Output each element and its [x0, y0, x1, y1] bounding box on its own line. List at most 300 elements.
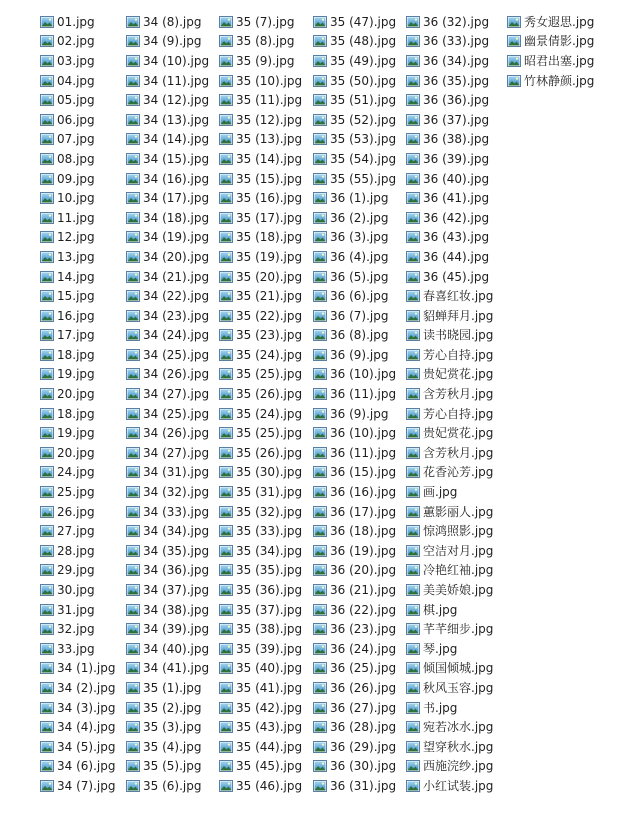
- image-file-icon: [406, 35, 420, 47]
- file-item[interactable]: [219, 51, 302, 71]
- file-name-label: 34 (25).jpg: [143, 406, 210, 421]
- file-item[interactable]: [40, 345, 115, 365]
- file-item[interactable]: [313, 659, 396, 679]
- file-item[interactable]: [40, 561, 115, 581]
- file-item[interactable]: [507, 32, 594, 52]
- file-item[interactable]: [313, 326, 396, 346]
- file-item[interactable]: [219, 365, 302, 385]
- file-item[interactable]: [406, 208, 493, 228]
- file-item[interactable]: [219, 678, 302, 698]
- image-file-icon: [40, 662, 54, 674]
- file-name-label: 画.jpg: [423, 485, 458, 500]
- file-item[interactable]: [40, 32, 115, 52]
- image-file-icon: [126, 75, 140, 87]
- image-file-icon: [313, 447, 327, 459]
- image-file-icon: [40, 564, 54, 576]
- file-item[interactable]: [40, 541, 115, 561]
- file-item[interactable]: [126, 71, 209, 91]
- file-item[interactable]: [406, 717, 493, 737]
- file-name-label: 34 (2).jpg: [57, 680, 116, 695]
- file-name-label: 20.jpg: [57, 387, 95, 402]
- file-item[interactable]: [219, 600, 302, 620]
- file-item[interactable]: [313, 580, 396, 600]
- file-name-label: 08.jpg: [57, 151, 95, 166]
- file-name-label: 34 (40).jpg: [143, 641, 210, 656]
- image-file-icon: [219, 564, 233, 576]
- file-item[interactable]: [313, 149, 396, 169]
- file-item[interactable]: [313, 482, 396, 502]
- file-item[interactable]: [313, 130, 396, 150]
- file-item[interactable]: [313, 247, 396, 267]
- file-name-label: 芳心自持.jpg: [423, 347, 494, 362]
- file-item[interactable]: [406, 463, 493, 483]
- file-item[interactable]: [126, 149, 209, 169]
- image-file-icon: [40, 427, 54, 439]
- file-item[interactable]: [40, 580, 115, 600]
- file-item[interactable]: [406, 639, 493, 659]
- file-item[interactable]: [126, 51, 209, 71]
- file-item[interactable]: [219, 90, 302, 110]
- file-item[interactable]: [126, 541, 209, 561]
- image-file-icon: [40, 212, 54, 224]
- file-item[interactable]: [126, 619, 209, 639]
- file-item[interactable]: [313, 502, 396, 522]
- file-item[interactable]: [406, 776, 493, 796]
- file-item[interactable]: [406, 267, 493, 287]
- image-file-icon: [406, 623, 420, 635]
- file-name-label: 36 (11).jpg: [330, 445, 397, 460]
- file-item[interactable]: [40, 698, 115, 718]
- file-item[interactable]: [40, 12, 115, 32]
- file-item[interactable]: [406, 169, 493, 189]
- file-item[interactable]: [126, 90, 209, 110]
- file-item[interactable]: [219, 110, 302, 130]
- image-file-icon: [219, 604, 233, 616]
- file-item[interactable]: [406, 619, 493, 639]
- file-item[interactable]: [126, 561, 209, 581]
- file-name-label: 36 (6).jpg: [330, 289, 389, 304]
- file-item[interactable]: [40, 286, 115, 306]
- file-item[interactable]: [126, 208, 209, 228]
- image-file-icon: [126, 349, 140, 361]
- file-name-label: 34 (12).jpg: [143, 93, 210, 108]
- file-item[interactable]: [313, 110, 396, 130]
- file-item[interactable]: [126, 169, 209, 189]
- file-item[interactable]: [219, 130, 302, 150]
- file-item[interactable]: [219, 737, 302, 757]
- image-file-icon: [40, 466, 54, 478]
- file-item[interactable]: [313, 267, 396, 287]
- image-file-icon: [219, 506, 233, 518]
- file-item[interactable]: [406, 698, 493, 718]
- file-item[interactable]: [126, 306, 209, 326]
- file-item[interactable]: [40, 365, 115, 385]
- file-item[interactable]: [40, 188, 115, 208]
- file-item[interactable]: [40, 404, 115, 424]
- file-item[interactable]: [219, 561, 302, 581]
- image-file-icon: [313, 349, 327, 361]
- file-item[interactable]: [40, 423, 115, 443]
- file-item[interactable]: [126, 737, 209, 757]
- image-file-icon: [126, 16, 140, 28]
- file-item[interactable]: [313, 404, 396, 424]
- image-file-icon: [40, 525, 54, 537]
- file-item[interactable]: [219, 345, 302, 365]
- file-item[interactable]: [219, 306, 302, 326]
- file-item[interactable]: [219, 580, 302, 600]
- file-name-label: 望穿秋水.jpg: [423, 739, 494, 754]
- file-item[interactable]: [507, 51, 594, 71]
- file-item[interactable]: [406, 228, 493, 248]
- file-name-label: 14.jpg: [57, 269, 95, 284]
- file-item[interactable]: [126, 228, 209, 248]
- file-item[interactable]: [219, 659, 302, 679]
- image-file-icon: [313, 741, 327, 753]
- file-item[interactable]: [507, 71, 594, 91]
- image-file-icon: [313, 780, 327, 792]
- file-item[interactable]: [313, 443, 396, 463]
- file-item[interactable]: [40, 757, 115, 777]
- image-file-icon: [507, 55, 521, 67]
- file-item[interactable]: [406, 188, 493, 208]
- file-name-label: 35 (14).jpg: [236, 151, 303, 166]
- file-item[interactable]: [126, 443, 209, 463]
- image-file-icon: [219, 780, 233, 792]
- file-item[interactable]: [406, 247, 493, 267]
- file-item[interactable]: [313, 463, 396, 483]
- file-item[interactable]: [219, 639, 302, 659]
- file-item[interactable]: [40, 130, 115, 150]
- image-file-icon: [406, 564, 420, 576]
- file-item[interactable]: [40, 482, 115, 502]
- file-item[interactable]: [126, 110, 209, 130]
- file-item[interactable]: [40, 71, 115, 91]
- image-file-icon: [313, 231, 327, 243]
- file-name-label: 34 (27).jpg: [143, 445, 210, 460]
- file-item[interactable]: [219, 717, 302, 737]
- file-item[interactable]: [219, 208, 302, 228]
- file-item[interactable]: [313, 619, 396, 639]
- file-item[interactable]: [40, 110, 115, 130]
- file-item[interactable]: [313, 345, 396, 365]
- file-item[interactable]: [406, 561, 493, 581]
- image-file-icon: [219, 760, 233, 772]
- file-name-label: 35 (49).jpg: [330, 53, 397, 68]
- file-item[interactable]: [219, 247, 302, 267]
- file-item[interactable]: [126, 502, 209, 522]
- file-name-label: 34 (31).jpg: [143, 465, 210, 480]
- image-file-icon: [406, 682, 420, 694]
- file-item[interactable]: [219, 698, 302, 718]
- file-item[interactable]: [219, 12, 302, 32]
- file-item[interactable]: [406, 482, 493, 502]
- file-item[interactable]: [126, 286, 209, 306]
- file-name-label: 35 (26).jpg: [236, 387, 303, 402]
- file-item[interactable]: [126, 423, 209, 443]
- file-item[interactable]: [126, 659, 209, 679]
- image-file-icon: [406, 16, 420, 28]
- file-item[interactable]: [313, 306, 396, 326]
- file-item[interactable]: [40, 267, 115, 287]
- file-item[interactable]: [40, 678, 115, 698]
- file-item[interactable]: [126, 776, 209, 796]
- file-item[interactable]: [126, 580, 209, 600]
- file-item[interactable]: [40, 619, 115, 639]
- file-item[interactable]: [126, 678, 209, 698]
- file-name-label: 36 (8).jpg: [330, 328, 389, 343]
- file-item[interactable]: [126, 404, 209, 424]
- file-item[interactable]: [126, 521, 209, 541]
- file-item[interactable]: [219, 521, 302, 541]
- file-item[interactable]: [406, 326, 493, 346]
- file-name-label: 倾国倾城.jpg: [423, 661, 494, 676]
- file-item[interactable]: [126, 326, 209, 346]
- file-item[interactable]: [406, 345, 493, 365]
- file-item[interactable]: [126, 717, 209, 737]
- file-item[interactable]: [313, 521, 396, 541]
- image-file-icon: [40, 290, 54, 302]
- file-name-label: 36 (44).jpg: [423, 249, 490, 264]
- image-file-icon: [406, 368, 420, 380]
- file-item[interactable]: [406, 541, 493, 561]
- image-file-icon: [126, 251, 140, 263]
- file-item[interactable]: [313, 717, 396, 737]
- file-name-label: 花香沁芳.jpg: [423, 465, 494, 480]
- file-item[interactable]: [40, 169, 115, 189]
- file-item[interactable]: [406, 90, 493, 110]
- file-item[interactable]: [126, 365, 209, 385]
- file-name-label: 35 (22).jpg: [236, 308, 303, 323]
- file-item[interactable]: [219, 71, 302, 91]
- file-item[interactable]: [219, 326, 302, 346]
- file-item[interactable]: [313, 169, 396, 189]
- file-item[interactable]: [406, 32, 493, 52]
- file-item[interactable]: [313, 188, 396, 208]
- file-item[interactable]: [313, 90, 396, 110]
- file-item[interactable]: [313, 12, 396, 32]
- file-item[interactable]: [219, 149, 302, 169]
- file-item[interactable]: [40, 384, 115, 404]
- file-item[interactable]: [40, 247, 115, 267]
- file-item[interactable]: [40, 90, 115, 110]
- file-item[interactable]: [40, 502, 115, 522]
- file-item[interactable]: [406, 600, 493, 620]
- file-name-label: 35 (21).jpg: [236, 289, 303, 304]
- file-name-label: 10.jpg: [57, 191, 95, 206]
- file-item[interactable]: [40, 463, 115, 483]
- file-item[interactable]: [126, 639, 209, 659]
- image-file-icon: [40, 114, 54, 126]
- file-name-label: 36 (11).jpg: [330, 387, 397, 402]
- file-column: [406, 12, 493, 796]
- file-item[interactable]: [40, 306, 115, 326]
- file-item[interactable]: [126, 130, 209, 150]
- file-item[interactable]: [313, 776, 396, 796]
- file-item[interactable]: [406, 71, 493, 91]
- image-file-icon: [313, 114, 327, 126]
- file-name-label: 35 (41).jpg: [236, 680, 303, 695]
- file-item[interactable]: [406, 149, 493, 169]
- image-file-icon: [219, 271, 233, 283]
- file-item[interactable]: [40, 737, 115, 757]
- image-file-icon: [126, 584, 140, 596]
- file-name-label: 35 (54).jpg: [330, 151, 397, 166]
- file-name-label: 34 (1).jpg: [57, 661, 116, 676]
- file-item[interactable]: [406, 521, 493, 541]
- file-item[interactable]: [126, 463, 209, 483]
- file-name-label: 36 (27).jpg: [330, 700, 397, 715]
- file-name-label: 冷艳红袖.jpg: [423, 563, 494, 578]
- file-item[interactable]: [219, 188, 302, 208]
- file-name-label: 24.jpg: [57, 465, 95, 480]
- file-item[interactable]: [40, 326, 115, 346]
- file-item[interactable]: [126, 600, 209, 620]
- file-item[interactable]: [313, 541, 396, 561]
- file-item[interactable]: [406, 51, 493, 71]
- file-item[interactable]: [40, 639, 115, 659]
- file-item[interactable]: [406, 443, 493, 463]
- file-name-label: 36 (43).jpg: [423, 230, 490, 245]
- file-item[interactable]: [313, 32, 396, 52]
- file-item[interactable]: [219, 757, 302, 777]
- file-item[interactable]: [406, 286, 493, 306]
- file-item[interactable]: [219, 502, 302, 522]
- file-item[interactable]: [126, 757, 209, 777]
- file-item[interactable]: [40, 228, 115, 248]
- file-item[interactable]: [219, 423, 302, 443]
- image-file-icon: [313, 212, 327, 224]
- file-item[interactable]: [406, 404, 493, 424]
- file-item[interactable]: [126, 188, 209, 208]
- file-item[interactable]: [126, 345, 209, 365]
- file-name-label: 34 (36).jpg: [143, 563, 210, 578]
- image-file-icon: [126, 447, 140, 459]
- file-item[interactable]: [313, 561, 396, 581]
- file-item[interactable]: [313, 228, 396, 248]
- image-file-icon: [406, 290, 420, 302]
- file-item[interactable]: [126, 247, 209, 267]
- file-item[interactable]: [219, 384, 302, 404]
- file-item[interactable]: [219, 228, 302, 248]
- image-file-icon: [40, 643, 54, 655]
- file-name-label: 琴.jpg: [423, 641, 458, 656]
- file-item[interactable]: [313, 71, 396, 91]
- file-item[interactable]: [219, 267, 302, 287]
- file-item[interactable]: [313, 698, 396, 718]
- file-item[interactable]: [40, 776, 115, 796]
- file-item[interactable]: [406, 423, 493, 443]
- image-file-icon: [406, 231, 420, 243]
- file-item[interactable]: [219, 541, 302, 561]
- file-item[interactable]: [313, 208, 396, 228]
- file-item[interactable]: [313, 757, 396, 777]
- image-file-icon: [406, 75, 420, 87]
- file-item[interactable]: [406, 502, 493, 522]
- image-file-icon: [126, 427, 140, 439]
- file-item[interactable]: [507, 12, 594, 32]
- file-item[interactable]: [313, 678, 396, 698]
- file-name-label: 35 (42).jpg: [236, 700, 303, 715]
- file-item[interactable]: [40, 208, 115, 228]
- file-item[interactable]: [313, 600, 396, 620]
- file-item[interactable]: [406, 110, 493, 130]
- image-file-icon: [313, 506, 327, 518]
- image-file-icon: [126, 133, 140, 145]
- file-item[interactable]: [40, 51, 115, 71]
- image-file-icon: [219, 329, 233, 341]
- file-item[interactable]: [313, 384, 396, 404]
- file-name-label: 36 (28).jpg: [330, 720, 397, 735]
- file-item[interactable]: [40, 443, 115, 463]
- file-item[interactable]: [219, 776, 302, 796]
- file-item[interactable]: [219, 482, 302, 502]
- file-item[interactable]: [126, 32, 209, 52]
- file-item[interactable]: [313, 423, 396, 443]
- image-file-icon: [313, 662, 327, 674]
- file-item[interactable]: [126, 482, 209, 502]
- file-item[interactable]: [126, 267, 209, 287]
- file-name-label: 26.jpg: [57, 504, 95, 519]
- file-item[interactable]: [40, 521, 115, 541]
- file-item[interactable]: [40, 717, 115, 737]
- file-item[interactable]: [40, 149, 115, 169]
- file-item[interactable]: [313, 639, 396, 659]
- file-name-label: 34 (6).jpg: [57, 759, 116, 774]
- image-file-icon: [40, 721, 54, 733]
- image-file-icon: [406, 662, 420, 674]
- file-item[interactable]: [126, 384, 209, 404]
- file-item[interactable]: [406, 757, 493, 777]
- image-file-icon: [40, 584, 54, 596]
- image-file-icon: [219, 466, 233, 478]
- image-file-icon: [219, 525, 233, 537]
- image-file-icon: [126, 623, 140, 635]
- file-item[interactable]: [406, 737, 493, 757]
- file-item[interactable]: [406, 12, 493, 32]
- file-item[interactable]: [406, 130, 493, 150]
- file-item[interactable]: [313, 286, 396, 306]
- file-item[interactable]: [313, 51, 396, 71]
- file-name-label: 36 (4).jpg: [330, 249, 389, 264]
- file-item[interactable]: [313, 365, 396, 385]
- file-item[interactable]: [219, 404, 302, 424]
- file-item[interactable]: [219, 286, 302, 306]
- file-item[interactable]: [406, 580, 493, 600]
- file-item[interactable]: [406, 659, 493, 679]
- file-item[interactable]: [219, 169, 302, 189]
- file-item[interactable]: [406, 384, 493, 404]
- file-item[interactable]: [219, 619, 302, 639]
- file-name-label: 36 (30).jpg: [330, 759, 397, 774]
- file-item[interactable]: [126, 12, 209, 32]
- image-file-icon: [219, 173, 233, 185]
- image-file-icon: [40, 153, 54, 165]
- file-item[interactable]: [406, 365, 493, 385]
- file-item[interactable]: [126, 698, 209, 718]
- file-item[interactable]: [219, 463, 302, 483]
- image-file-icon: [313, 408, 327, 420]
- file-item[interactable]: [40, 659, 115, 679]
- file-name-label: 28.jpg: [57, 543, 95, 558]
- file-item[interactable]: [40, 600, 115, 620]
- file-item[interactable]: [406, 306, 493, 326]
- image-file-icon: [406, 388, 420, 400]
- file-name-label: 36 (21).jpg: [330, 583, 397, 598]
- file-item[interactable]: [406, 678, 493, 698]
- file-item[interactable]: [219, 32, 302, 52]
- file-item[interactable]: [313, 737, 396, 757]
- file-item[interactable]: [219, 443, 302, 463]
